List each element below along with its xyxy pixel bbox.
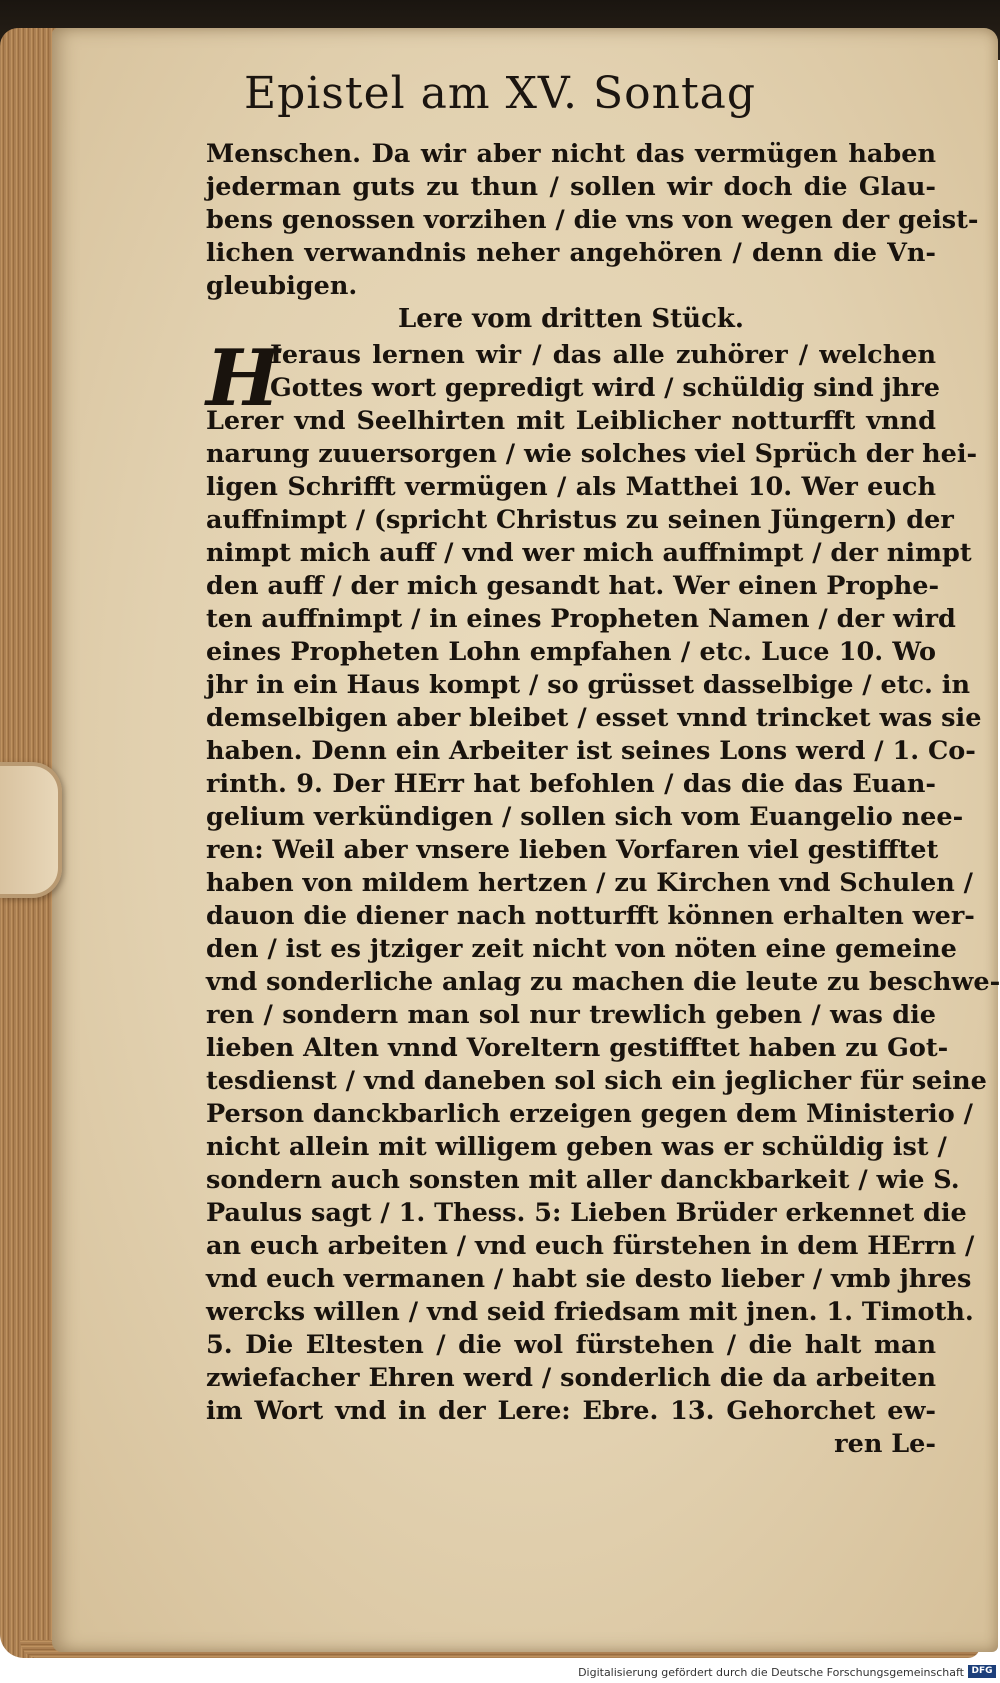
catchword: ren Le- [834, 1429, 936, 1459]
text-line: Gottes wort gepredigt wird / schüldig sind jhre [270, 373, 940, 403]
text-line: ren / sondern man sol nur trewlich geben / was die [206, 1000, 936, 1030]
text-line: ligen Schrifft vermügen / als Matthei 10. Wer euch [206, 472, 936, 502]
text-line: tesdienst / vnd daneben sol sich ein jeglicher für seine [206, 1066, 987, 1096]
text-line: nimpt mich auff / vnd wer mich auffnimpt / der nimpt [206, 538, 972, 568]
text-line: vnd euch vermanen / habt sie desto lieber / vmb jhres [206, 1264, 972, 1294]
text-line: Paulus sagt / 1. Thess. 5: Lieben Brüder erkennet die [206, 1198, 967, 1228]
book-clasp [0, 762, 62, 898]
text-line: lichen verwandnis neher angehören / denn die Vn- [206, 238, 936, 268]
text-line: nicht allein mit willigem geben was er schüldig ist / [206, 1132, 947, 1162]
text-line: Menschen. Da wir aber nicht das vermügen haben [206, 139, 936, 169]
text-line: zwiefacher Ehren werd / sonderlich die da arbeiten [206, 1363, 936, 1393]
body-text [206, 138, 1000, 1461]
running-title: Epistel am XV. Sontag [243, 68, 757, 119]
text-line: dauon die diener nach notturfft können erhalten wer- [206, 901, 975, 931]
text-line: demselbigen aber bleibet / esset vnnd trincket was sie [206, 703, 982, 733]
text-line: bens genossen vorzihen / die vns von wegen der geist- [206, 205, 979, 235]
text-line: sondern auch sonsten mit aller danckbarkeit / wie S. [206, 1165, 960, 1195]
text-line: jederman guts zu thun / sollen wir doch die Glau- [206, 172, 936, 202]
text-line: Ieraus lernen wir / das alle zuhörer / welchen [270, 340, 936, 370]
decorated-initial: H [206, 333, 280, 424]
section-heading: Lere vom dritten Stück. [398, 304, 744, 334]
text-line: Lerer vnd Seelhirten mit Leiblicher notturfft vnnd [206, 406, 936, 436]
text-line: narung zuuersorgen / wie solches viel Sprüch der hei- [206, 439, 978, 469]
text-line: rinth. 9. Der HErr hat befohlen / das die das Euan- [206, 769, 936, 799]
text-line: wercks willen / vnd seid friedsam mit jnen. 1. Timoth. [206, 1297, 974, 1327]
text-line: haben. Denn ein Arbeiter ist seines Lons werd / 1. Co- [206, 736, 976, 766]
text-line: gelium verkündigen / sollen sich vom Euangelio nee- [206, 802, 964, 832]
text-line: haben von mildem hertzen / zu Kirchen vnd Schulen / [206, 868, 973, 898]
text-line: gleubigen. [206, 271, 358, 301]
text-line: 5. Die Eltesten / die wol fürstehen / die halt man [206, 1330, 936, 1360]
footer-credit: Digitalisierung gefördert durch die Deutsche Forschungsgemeinschaft [578, 1666, 964, 1679]
text-line: ten auffnimpt / in eines Propheten Namen / der wird [206, 604, 956, 634]
text-line: im Wort vnd in der Lere: Ebre. 13. Gehorchet ew- [206, 1396, 936, 1426]
dfg-logo: DFG [968, 1665, 996, 1678]
text-line: Person danckbarlich erzeigen gegen dem Ministerio / [206, 1099, 973, 1129]
text-line: an euch arbeiten / vnd euch fürstehen in dem HErrn / [206, 1231, 975, 1261]
text-line: den / ist es jtziger zeit nicht von nöten eine gemeine [206, 934, 957, 964]
text-line: den auff / der mich gesandt hat. Wer einen Prophe- [206, 571, 940, 601]
text-line: auffnimpt / (spricht Christus zu seinen Jüngern) der [206, 505, 954, 535]
text-line: jhr in ein Haus kompt / so grüsset dasselbige / etc. in [206, 670, 971, 700]
text-line: lieben Alten vnnd Voreltern gestifftet haben zu Got- [206, 1033, 949, 1063]
text-line: vnd sonderliche anlag zu machen die leute zu beschwe- [206, 967, 1000, 997]
text-line: eines Propheten Lohn empfahen / etc. Luce 10. Wo [206, 637, 936, 667]
text-line: ren: Weil aber vnsere lieben Vorfaren viel gestifftet [206, 835, 939, 865]
